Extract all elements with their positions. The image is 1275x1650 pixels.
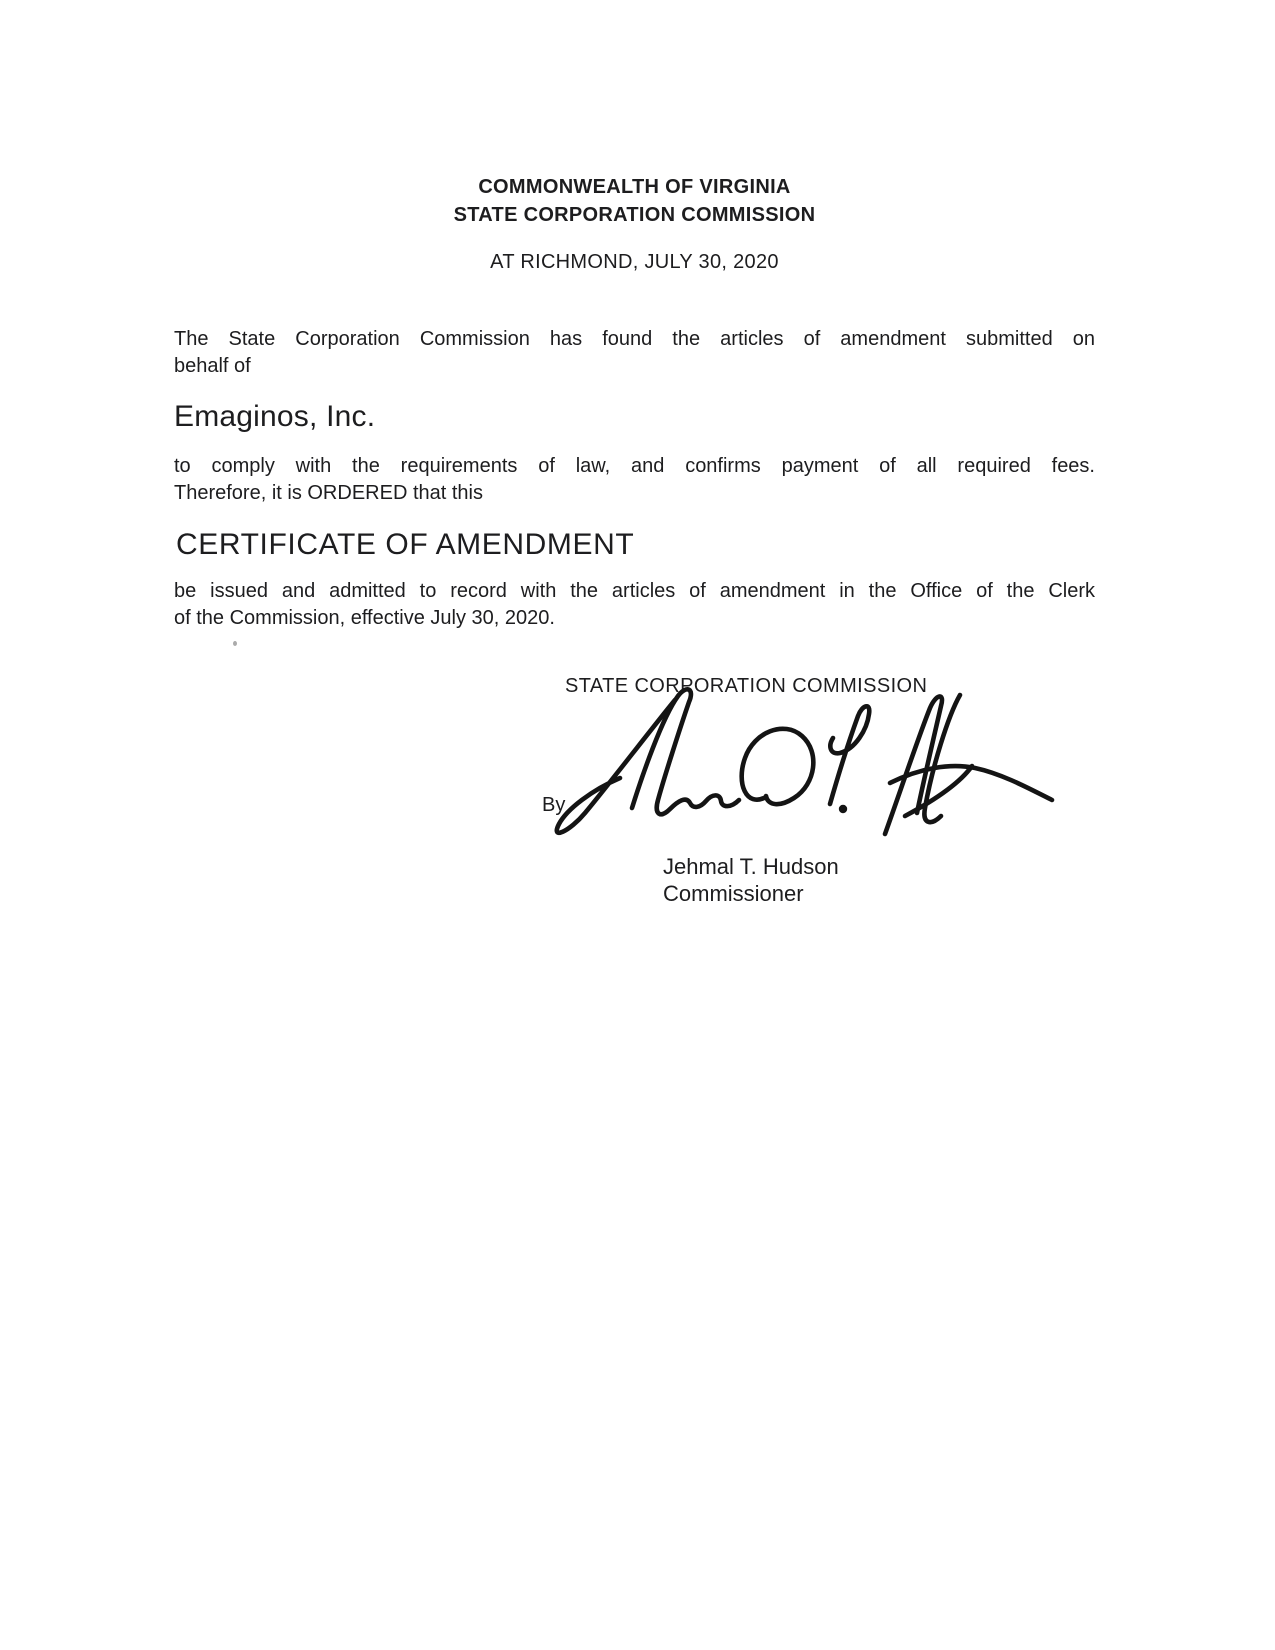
paragraph-line: of the Commission, effective July 30, 2020. xyxy=(174,607,555,629)
paragraph-line: be issued and admitted to record with the articles of amendment in the Office of the Clerk xyxy=(174,580,1095,602)
signer-name: Jehmal T. Hudson xyxy=(663,854,839,879)
by-label: By xyxy=(542,794,566,816)
paragraph-line: Therefore, it is ORDERED that this xyxy=(174,482,483,504)
scan-artifact-dot xyxy=(233,641,237,646)
paragraph-issued-admitted xyxy=(174,578,1095,632)
paragraph-line: The State Corporation Commission has found the articles of amendment submitted on xyxy=(174,328,1095,350)
header-dateline: AT RICHMOND, JULY 30, 2020 xyxy=(490,251,779,273)
certificate-title: CERTIFICATE OF AMENDMENT xyxy=(176,528,635,561)
header-state-corporation-commission: STATE CORPORATION COMMISSION xyxy=(453,204,816,226)
company-name: Emaginos, Inc. xyxy=(174,400,376,433)
paragraph-comply-ordered xyxy=(174,453,1095,507)
paragraph-line: behalf of xyxy=(174,355,251,377)
handwritten-signature xyxy=(540,668,1070,843)
paragraph-found-articles xyxy=(174,326,1095,380)
paragraph-line: to comply with the requirements of law, and confirms payment of all required fees. xyxy=(174,455,1095,477)
signer-title: Commissioner xyxy=(663,881,804,906)
signer-block xyxy=(663,853,839,907)
header-commonwealth: COMMONWEALTH OF VIRGINIA xyxy=(478,176,791,198)
signature-agency-line: STATE CORPORATION COMMISSION xyxy=(565,675,928,697)
